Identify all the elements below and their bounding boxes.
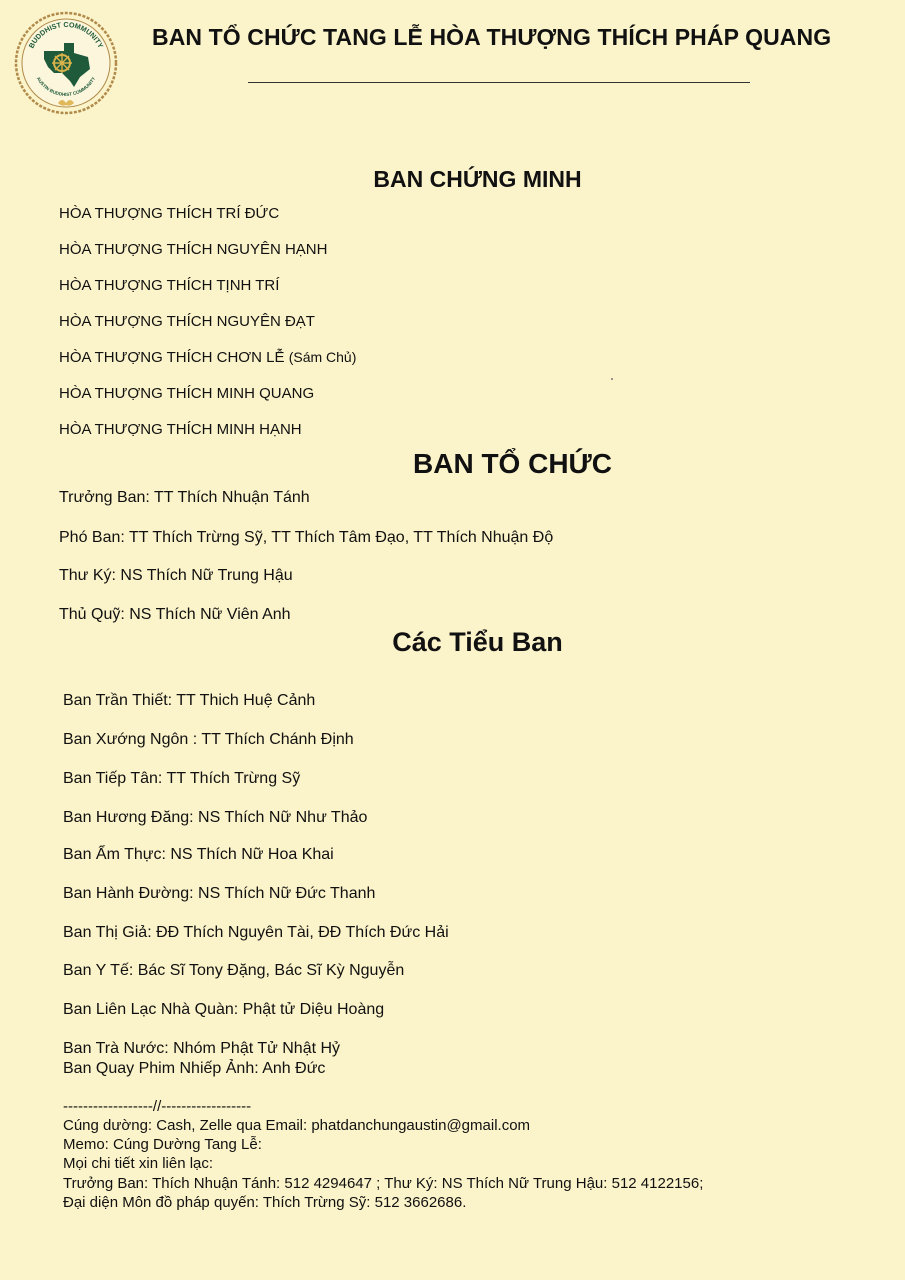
member-name: HÒA THƯỢNG THÍCH TỊNH TRÍ [59,277,280,294]
chung-minh-member [59,313,315,330]
logo-emblem-icon [14,11,118,115]
to-chuc-line: Thủ Quỹ: NS Thích Nữ Viên Anh [59,606,291,623]
tieu-ban-line: Ban Quay Phim Nhiếp Ảnh: Anh Đức [63,1060,326,1077]
footer-separator: ------------------//------------------ [63,1098,252,1115]
logo-top-text: BUDDHIST COMMUNITY [26,19,106,50]
tieu-ban-line: Ban Trà Nước: Nhóm Phật Tử Nhật Hỷ [63,1040,341,1057]
heading-ban-chung-minh: BAN CHỨNG MINH [373,166,582,192]
tieu-ban-line: Ban Hương Đăng: NS Thích Nữ Như Thảo [63,809,368,826]
chung-minh-member [59,241,327,258]
member-note: (Sám Chủ) [288,349,357,365]
member-name: HÒA THƯỢNG THÍCH CHƠN LỄ [59,349,285,366]
heading-ban-to-chuc: BAN TỔ CHỨC [413,448,612,479]
to-chuc-line: Trưởng Ban: TT Thích Nhuận Tánh [59,489,310,506]
tieu-ban-line: Ban Thị Giả: ĐĐ Thích Nguyên Tài, ĐĐ Thích Đức Hải [63,924,449,941]
tieu-ban-line: Ban Xướng Ngôn : TT Thích Chánh Định [63,731,354,748]
heading-cac-tieu-ban: Các Tiểu Ban [392,627,563,657]
member-name: HÒA THƯỢNG THÍCH MINH HẠNH [59,421,302,438]
to-chuc-line: Thư Ký: NS Thích Nữ Trung Hậu [59,567,293,584]
page-title: BAN TỔ CHỨC TANG LỄ HÒA THƯỢNG THÍCH PHÁP QUANG [152,24,832,50]
member-name: HÒA THƯỢNG THÍCH TRÍ ĐỨC [59,205,280,222]
chung-minh-member [59,421,302,438]
chung-minh-member [59,277,279,294]
to-chuc-line: Phó Ban: TT Thích Trừng Sỹ, TT Thích Tâm Đạo, TT Thích Nhuận Độ [59,529,554,546]
footer-line-donation: Cúng dường: Cash, Zelle qua Email: phatdanchungaustin@gmail.com [63,1117,531,1134]
speck-mark [611,378,613,380]
tieu-ban-line: Ban Tiếp Tân: TT Thích Trừng Sỹ [63,770,301,787]
tieu-ban-line: Ban Y Tế: Bác Sĩ Tony Đặng, Bác Sĩ Kỳ Nguyễn [63,962,405,979]
chung-minh-member [59,205,279,222]
title-underline [248,82,750,83]
tieu-ban-line: Ban Ẩm Thực: NS Thích Nữ Hoa Khai [63,846,334,863]
member-name: HÒA THƯỢNG THÍCH NGUYÊN HẠNH [59,241,328,258]
tieu-ban-line: Ban Trần Thiết: TT Thich Huệ Cảnh [63,692,316,709]
member-name: HÒA THƯỢNG THÍCH MINH QUANG [59,385,315,402]
footer-line-memo: Memo: Cúng Dường Tang Lễ: [63,1136,262,1153]
footer-line-contact: Mọi chi tiết xin liên lạc: [63,1155,214,1172]
chung-minh-member [59,385,314,402]
member-name: HÒA THƯỢNG THÍCH NGUYÊN ĐẠT [59,313,315,330]
footer-line-phones: Trưởng Ban: Thích Nhuận Tánh: 512 4294647 ; Thư Ký: NS Thích Nữ Trung Hậu: 512 4122156; [63,1175,704,1192]
chung-minh-member [59,349,356,366]
logo-bottom-text: AUSTIN BUDDHIST COMMUNITY [35,76,97,97]
tieu-ban-line: Ban Liên Lạc Nhà Quàn: Phật tử Diệu Hoàng [63,1001,385,1018]
tieu-ban-line: Ban Hành Đường: NS Thích Nữ Đức Thanh [63,885,376,902]
footer-line-representative: Đại diện Môn đồ pháp quyến: Thích Trừng Sỹ: 512 3662686. [63,1194,467,1211]
austin-buddhist-community-logo [14,11,118,115]
